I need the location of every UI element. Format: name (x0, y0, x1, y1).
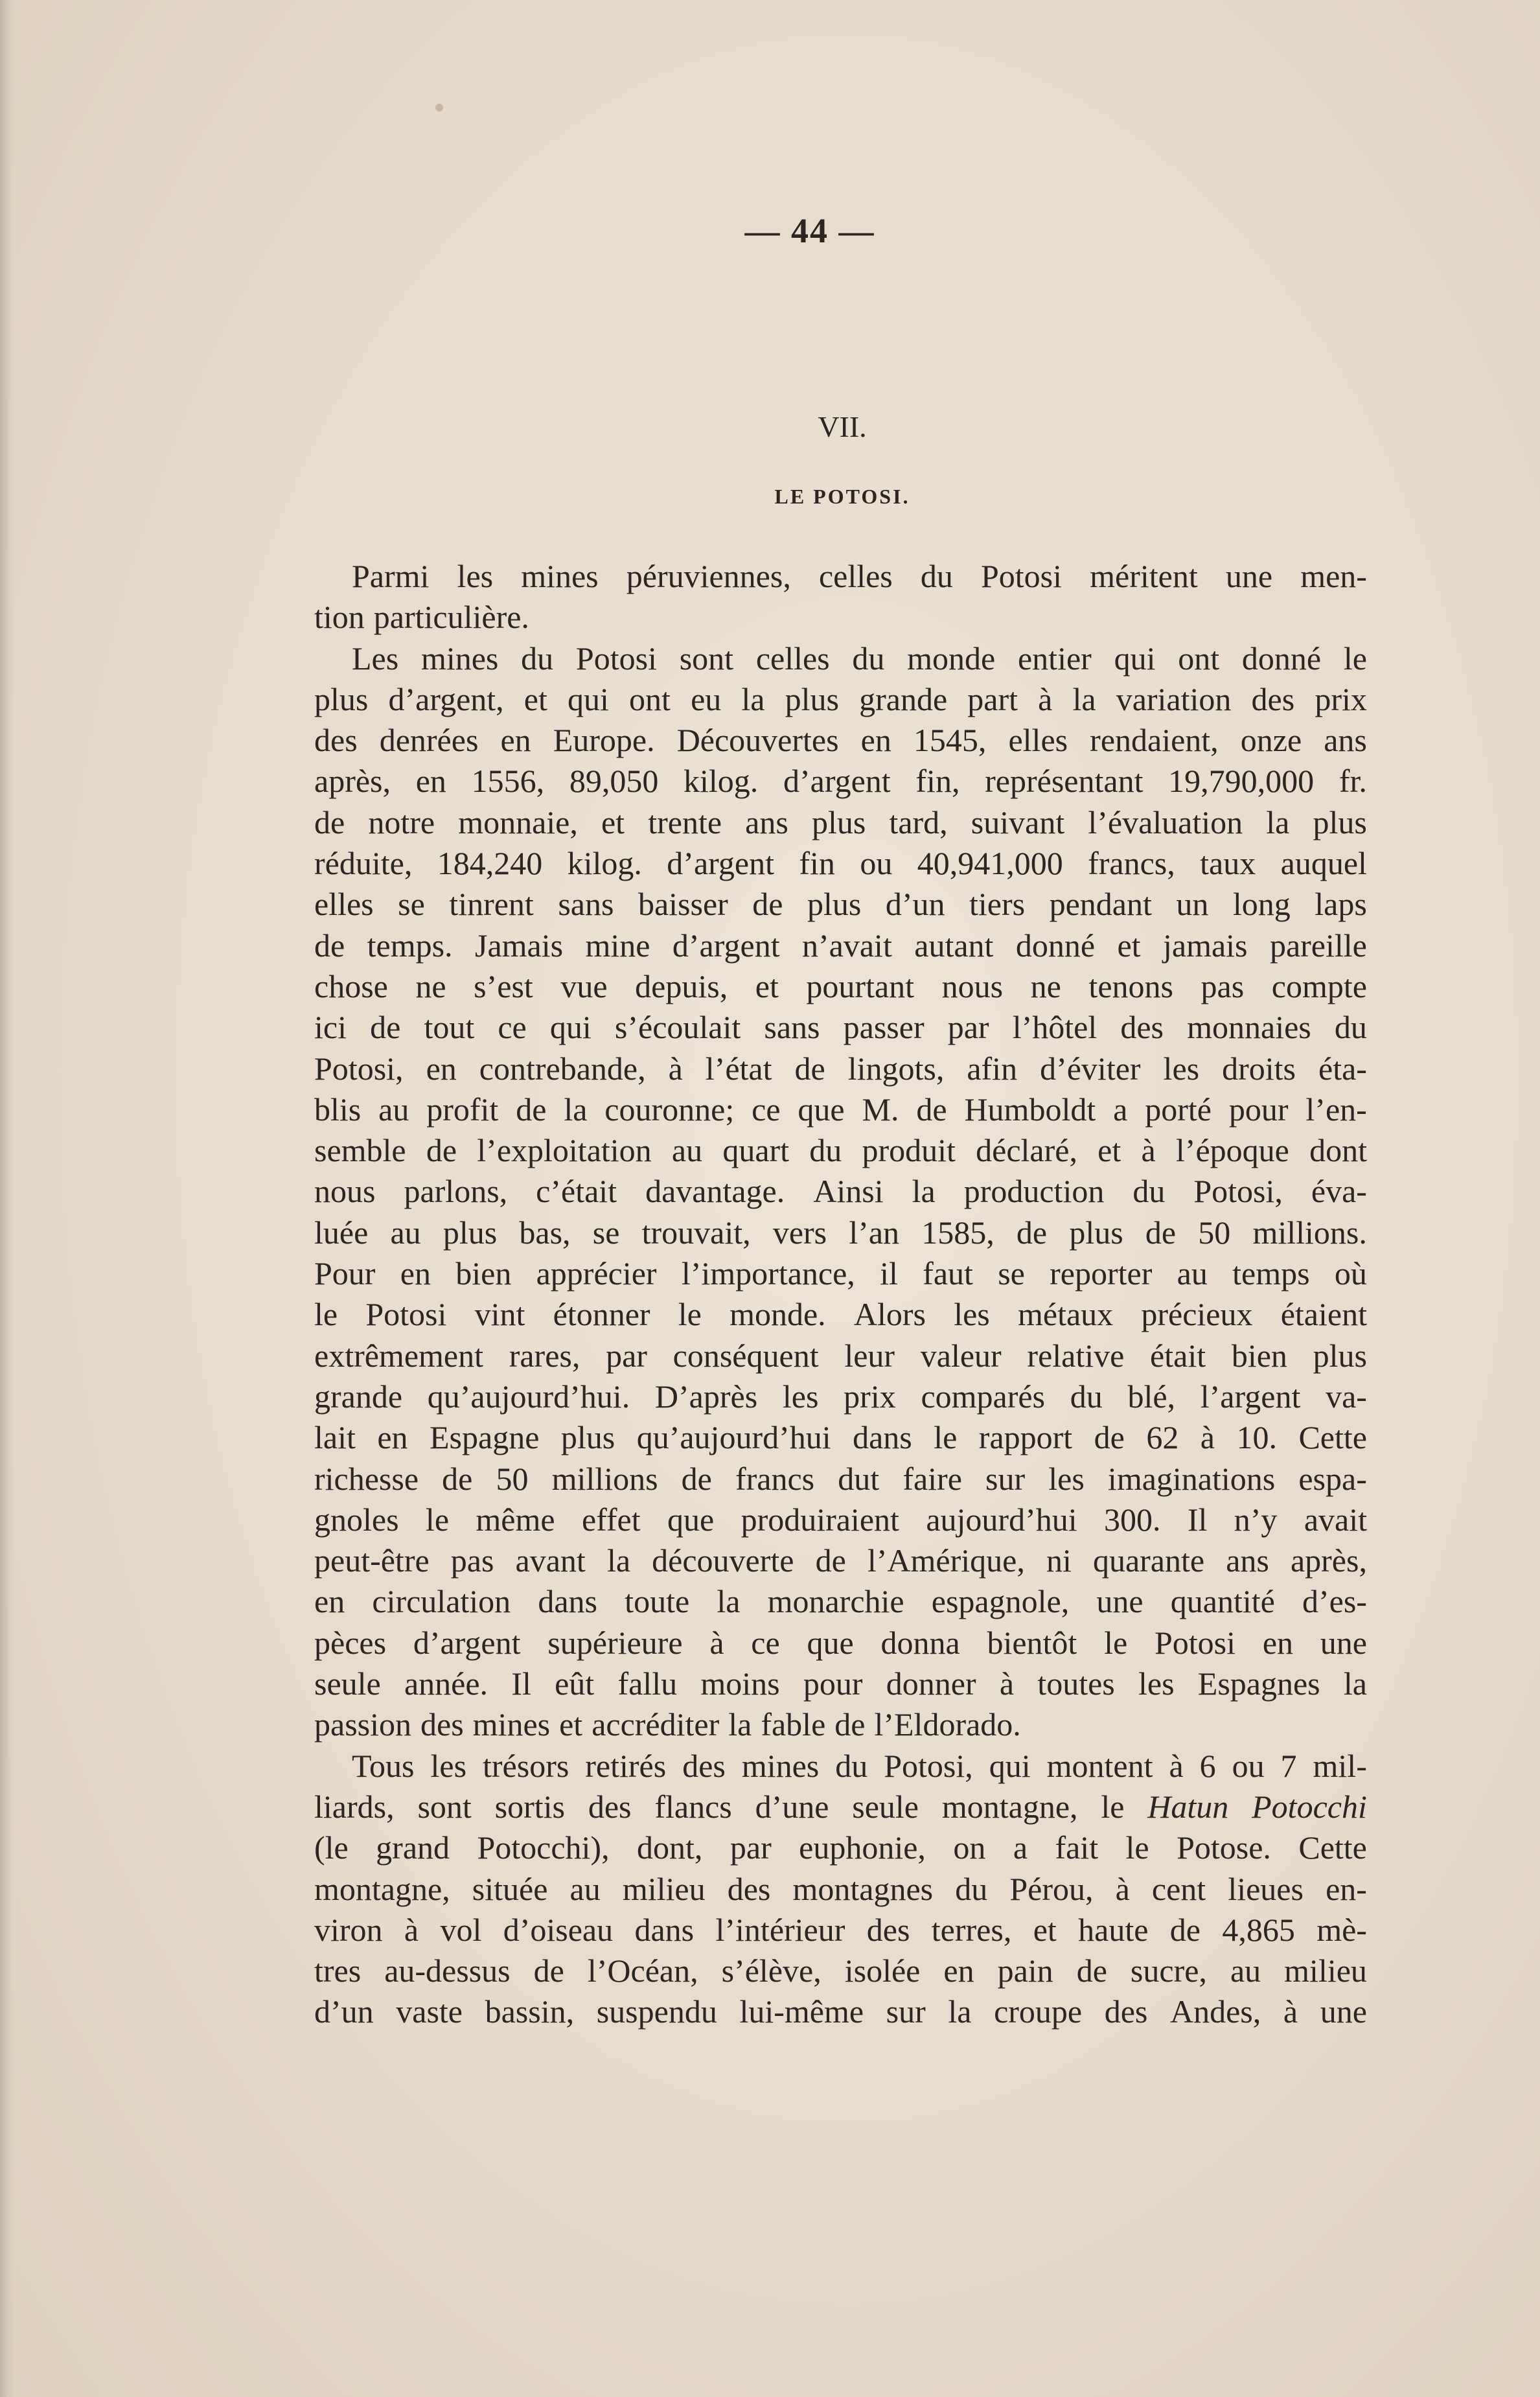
text-line: extrêmement rares, par conséquent leur valeur relative était bien plus (314, 1337, 1367, 1374)
text-line: semble de l’exploitation au quart du produit déclaré, et à l’époque dont (314, 1132, 1367, 1169)
text-line: lait en Espagne plus qu’aujourd’hui dans le rapport de 62 à 10. Cette (314, 1419, 1367, 1456)
text-line: en circulation dans toute la monarchie espagnole, une quantité d’es- (314, 1583, 1367, 1620)
text-line: Tous les trésors retirés des mines du Potosi, qui montent à 6 ou 7 mil- (352, 1747, 1367, 1784)
text-line: pèces d’argent supérieure à ce que donna bientôt le Potosi en une (314, 1624, 1367, 1661)
text-line: après, en 1556, 89,050 kilog. d’argent fin, représentant 19,790,000 fr. (314, 763, 1367, 800)
text-line: elles se tinrent sans baisser de plus d’un tiers pendant un long laps (314, 886, 1367, 923)
paper-stain (435, 104, 443, 111)
chapter-title: LE POTOSI. (774, 485, 910, 508)
text-line: de temps. Jamais mine d’argent n’avait autant donné et jamais pareille (314, 927, 1367, 964)
text-line: viron à vol d’oiseau dans l’intérieur des terres, et haute de 4,865 mè- (314, 1911, 1367, 1948)
text-line: chose ne s’est vue depuis, et pourtant nous ne tenons pas compte (314, 967, 1367, 1004)
text-line: richesse de 50 millions de francs dut faire sur les imaginations espa- (314, 1460, 1367, 1497)
text-line: (le grand Potocchi), dont, par euphonie, on a fait le Potose. Cette (314, 1829, 1367, 1866)
text-line: Les mines du Potosi sont celles du monde entier qui ont donné le (352, 640, 1367, 677)
text-line: passion des mines et accréditer la fable de l’Eldorado. (314, 1706, 1021, 1743)
text-line: liards, sont sortis des flancs d’une seule montagne, le Hatun Potocchi (314, 1788, 1367, 1825)
text-line: luée au plus bas, se trouvait, vers l’an 1585, de plus de 50 millions. (314, 1214, 1367, 1251)
text-line: tres au-dessus de l’Océan, s’élève, isolée en pain de sucre, au milieu (314, 1952, 1367, 1989)
page-number: — 44 — (744, 211, 875, 250)
text-line: grande qu’aujourd’hui. D’après les prix comparés du blé, l’argent va- (314, 1378, 1367, 1415)
text-line: le Potosi vint étonner le monde. Alors les métaux précieux étaient (314, 1296, 1367, 1333)
text-line: de notre monnaie, et trente ans plus tard, suivant l’évaluation la plus (314, 804, 1367, 840)
text-line: d’un vaste bassin, suspendu lui-même sur la croupe des Andes, à une (314, 1993, 1367, 2030)
text-line: Parmi les mines péruviennes, celles du Potosi méritent une men- (352, 558, 1367, 594)
text-line: montagne, située au milieu des montagnes du Pérou, à cent lieues en- (314, 1870, 1367, 1907)
text-line: des denrées en Europe. Découvertes en 1545, elles rendaient, onze ans (314, 722, 1367, 759)
text-line: gnoles le même effet que produiraient aujourd’hui 300. Il n’y avait (314, 1501, 1367, 1538)
text-line: réduite, 184,240 kilog. d’argent fin ou 40,941,000 francs, taux auquel (314, 845, 1367, 882)
text-line: peut-être pas avant la découverte de l’Amérique, ni quarante ans après, (314, 1542, 1367, 1579)
text-line: plus d’argent, et qui ont eu la plus grande part à la variation des prix (314, 680, 1367, 717)
text-line: Potosi, en contrebande, à l’état de lingots, afin d’éviter les droits éta- (314, 1050, 1367, 1087)
text-line: tion particulière. (314, 599, 529, 636)
body-text (314, 556, 1367, 2033)
text-line: Pour en bien apprécier l’importance, il faut se reporter au temps où (314, 1255, 1367, 1292)
text-line: nous parlons, c’était davantage. Ainsi la production du Potosi, éva- (314, 1173, 1367, 1210)
chapter-number: VII. (818, 410, 867, 443)
text-line: blis au profit de la couronne; ce que M. de Humboldt a porté pour l’en- (314, 1091, 1367, 1128)
text-line: seule année. Il eût fallu moins pour donner à toutes les Espagnes la (314, 1665, 1367, 1702)
page-binding-edge (0, 0, 14, 2397)
text-line: ici de tout ce qui s’écoulait sans passer par l’hôtel des monnaies du (314, 1009, 1367, 1046)
